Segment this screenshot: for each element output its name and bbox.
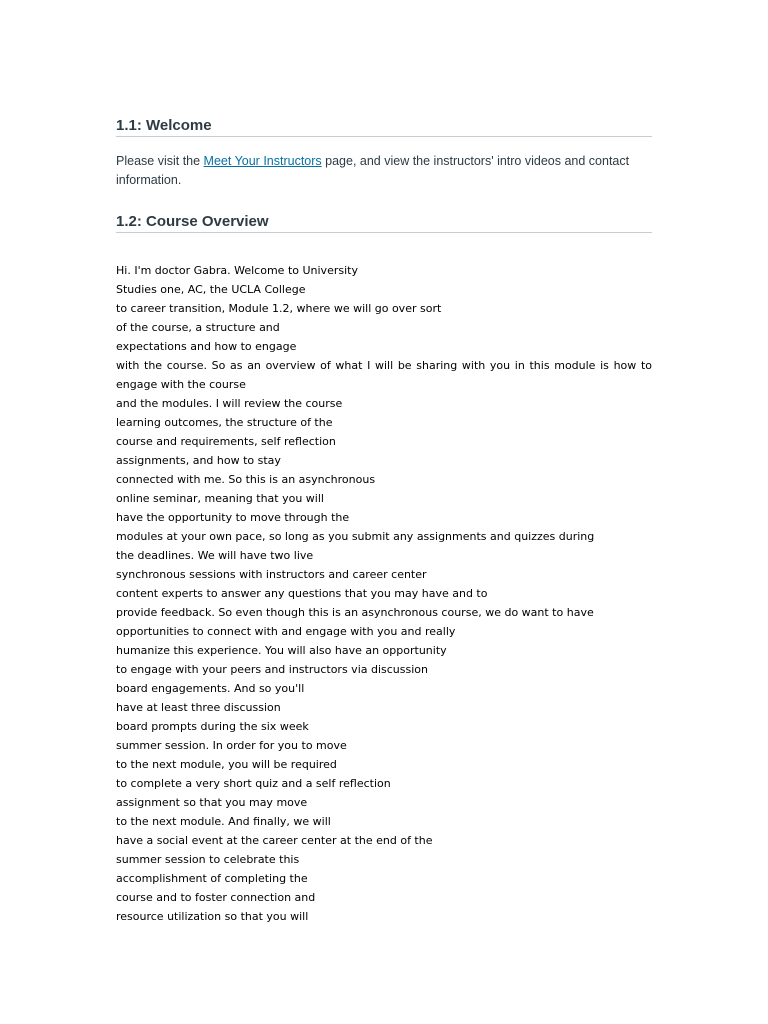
welcome-text-after-link: page, and view the instructors' intro videos and contact information. (116, 154, 630, 187)
transcript-line: content experts to answer any questions that you may have and to (116, 587, 488, 600)
transcript-line: of the course, a structure and (116, 321, 280, 334)
transcript-line: assignment so that you may move (116, 796, 308, 809)
welcome-text-before-link: Please visit the (116, 154, 204, 168)
transcript-line: and the modules. I will review the course (116, 397, 343, 410)
transcript-line: summer session. In order for you to move (116, 739, 347, 752)
transcript-line: humanize this experience. You will also have an opportunity (116, 644, 447, 657)
transcript-line: to the next module. And finally, we will (116, 815, 331, 828)
video-transcript (116, 261, 652, 926)
transcript-line: accomplishment of completing the (116, 872, 308, 885)
transcript-line: to complete a very short quiz and a self reflection (116, 777, 391, 790)
welcome-paragraph (116, 152, 652, 190)
transcript-line: board prompts during the six week (116, 720, 309, 733)
transcript-line: assignments, and how to stay (116, 454, 281, 467)
transcript-line: learning outcomes, the structure of the (116, 416, 333, 429)
transcript-line: to engage with your peers and instructors via discussion (116, 663, 428, 676)
transcript-line: have the opportunity to move through the (116, 511, 350, 524)
transcript-line: to the next module, you will be required (116, 758, 337, 771)
transcript-line: the deadlines. We will have two live (116, 549, 314, 562)
section-heading-course-overview: 1.2: Course Overview (116, 212, 652, 233)
transcript-line: online seminar, meaning that you will (116, 492, 324, 505)
transcript-line: provide feedback. So even though this is an asynchronous course, we do want to have (116, 606, 594, 619)
transcript-line: course and requirements, self reflection (116, 435, 336, 448)
transcript-line: board engagements. And so you'll (116, 682, 305, 695)
transcript-line: resource utilization so that you will (116, 910, 309, 923)
transcript-line: Hi. I'm doctor Gabra. Welcome to University (116, 264, 358, 277)
transcript-line: expectations and how to engage (116, 340, 297, 353)
transcript-line: to career transition, Module 1.2, where we will go over sort (116, 302, 442, 315)
transcript-line: opportunities to connect with and engage with you and really (116, 625, 456, 638)
transcript-line: summer session to celebrate this (116, 853, 300, 866)
meet-your-instructors-link[interactable]: Meet Your Instructors (203, 154, 322, 168)
transcript-line: course and to foster connection and (116, 891, 316, 904)
transcript-line: synchronous sessions with instructors and career center (116, 568, 427, 581)
transcript-line: Studies one, AC, the UCLA College (116, 283, 306, 296)
transcript-line: have at least three discussion (116, 701, 281, 714)
transcript-line: connected with me. So this is an asynchronous (116, 473, 376, 486)
transcript-line: have a social event at the career center at the end of the (116, 834, 433, 847)
transcript-line: with the course. So as an overview of what I will be sharing with you in this module is how to engage with the course (116, 359, 652, 391)
transcript-line: modules at your own pace, so long as you submit any assignments and quizzes during (116, 530, 595, 543)
section-heading-welcome: 1.1: Welcome (116, 116, 652, 137)
